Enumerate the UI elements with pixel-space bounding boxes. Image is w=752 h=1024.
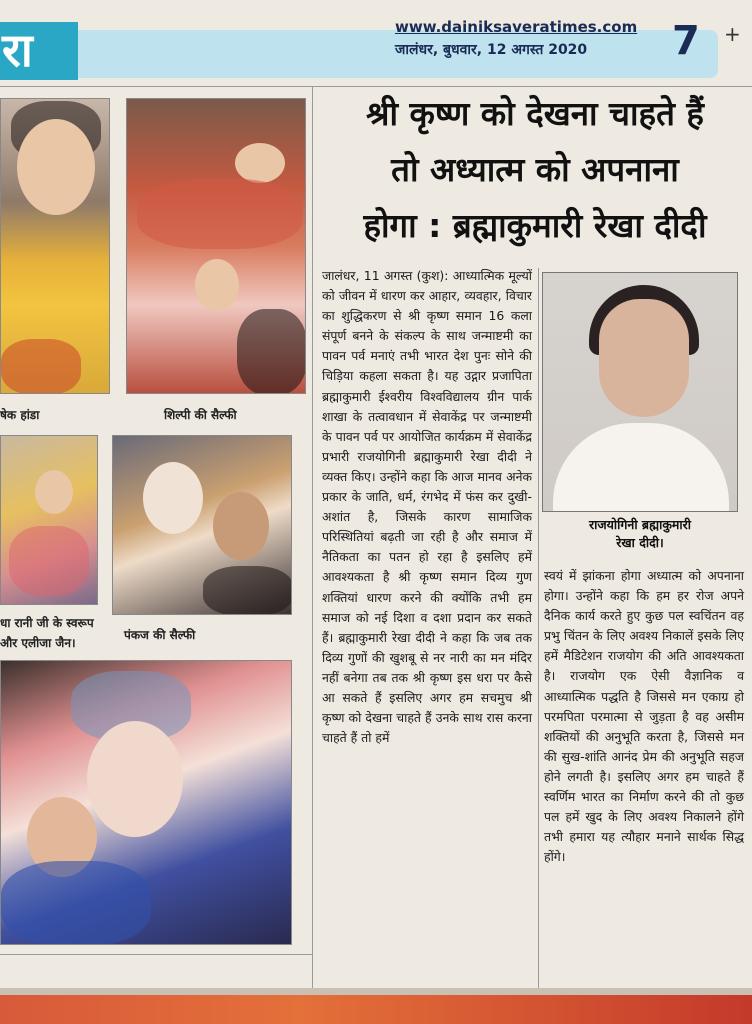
photo-caption-3b: और एलीजा जैन। xyxy=(0,636,76,650)
article-column-2: स्वयं में झांकना होगा अध्यात्म को अपनाना होगा। उन्होंने कहा कि हम हर रोज अपने दैनिक कार्य करते हुए कुछ पल स्वचिंतन वह प्रभु चिंतन के लिए अवश्य निकालें इसके लिए हमें मैडिटेशन राजयोग की अति आवश्यकता है। राजयोग एक ऐसी वैज्ञानिक व आध्यात्मिक पद्धति है जिससे मन एकाग्र हो परमपिता परमात्मा से जुड़ता है वह असीम शक्तियों की अनुभूति करता है, जिससे मन की सुख-शांति आनंद प्रेम की अनुभूति सहज होने लगती है। इसलिए अगर हम चाहते हैं स्वर्णिम भारत का निर्माण करने की तो कुछ पल हमें खुद के लिए अवश्य निकालने होंगे तभी हमारा यह त्यौहार मनाने सार्थक सिद्ध होंगे। xyxy=(544,568,744,865)
page-header xyxy=(0,22,752,80)
portrait-caption-line-2: रेखा दीदी। xyxy=(616,535,664,550)
photo-child-yellow xyxy=(0,98,110,394)
column-divider xyxy=(538,268,539,988)
portrait-caption-line-1: राजयोगिनी ब्रह्माकुमारी xyxy=(589,517,691,532)
photo-caption-4: पंकज की सैल्फी xyxy=(124,628,196,642)
section-tab: रा xyxy=(0,22,78,80)
bottom-strip xyxy=(0,988,752,995)
headline-line-1: श्री कृष्ण को देखना चाहते हैं xyxy=(366,94,704,133)
dateline: जालंधर, बुधवार, 12 अगस्त 2020 xyxy=(395,42,588,58)
website-url[interactable]: www.dainiksaveratimes.com xyxy=(395,18,638,36)
photo-caption-2: शिल्पी की सैल्फी xyxy=(164,408,237,422)
photo-shilpi-selfie xyxy=(126,98,306,394)
registration-mark: + xyxy=(724,22,741,46)
portrait-photo xyxy=(542,272,738,512)
photo-caption-3a: धा रानी जी के स्वरूप xyxy=(0,616,94,630)
headline-line-2: तो अध्यात्म को अपनाना xyxy=(391,150,679,189)
portrait-caption xyxy=(542,516,738,552)
photo-pankaj-selfie xyxy=(112,435,292,615)
photo-bottom-rule xyxy=(0,954,312,955)
headline xyxy=(320,86,750,254)
photo-radha-rani xyxy=(0,435,98,605)
article-column-1: जालंधर, 11 अगस्त (कुश): आध्यात्मिक मूल्यों को जीवन में धारण कर आहार, व्यवहार, विचार का शुद्धिकरण से श्री कृष्ण समान 16 कला संपूर्ण बनने के संकल्प के साथ जन्माष्टमी का पावन पर्व मनाएं तभी भारत देश पुनः सोने की चिड़िया कहला सकता है। यह उद्गार प्रजापिता ब्रह्माकुमारी ईश्वरीय विश्वविद्यालय ग्रीन पार्क शाखा के तत्वावधान में सेवाकेंद्र पर जन्माष्टमी के पावन पर्व पर आयोजित कार्यक्रम में सेवाकेंद्र प्रभारी राजयोगिनी ब्रह्माकुमारी रेखा दीदी ने व्यक्त किए। उन्होंने कहा कि आज मानव अनेक प्रकार के जाति, धर्म, रंगभेद में फंस कर दुखी-अशांत है, जिसके कारण सामाजिक परिस्थितियां बढ़ती जा रही है और समाज में नैतिकता का पतन हो रहा है इसलिए हमें आवश्यकता है श्री कृष्ण समान दिव्य गुण शक्तियां धारण करने की क्योंकि तभी हम समाज को नई दिशा व दशा प्रदान कर सकते हैं। ब्रह्माकुमारी रेखा दीदी ने कहा कि जब तक दिव्य गुणों की खुशबू से नर नारी का मन मंदिर नहीं बनेगा तब तक श्री कृष्ण इस धरा पर कैसे आ सकते हैं इसलिए अगर हम सचमुच श्री कृष्ण को देखना चाहते हैं उनके साथ रास करना चाहते हैं तो हमें xyxy=(322,268,532,746)
photo-krishna-costume xyxy=(0,660,292,945)
page-number: 7 xyxy=(672,18,700,64)
photo-caption-1: षेक हांडा xyxy=(0,408,40,422)
headline-line-3: होगा : ब्रह्माकुमारी रेखा दीदी xyxy=(363,206,707,245)
column-divider xyxy=(312,86,313,988)
bottom-ad-band xyxy=(0,995,752,1024)
